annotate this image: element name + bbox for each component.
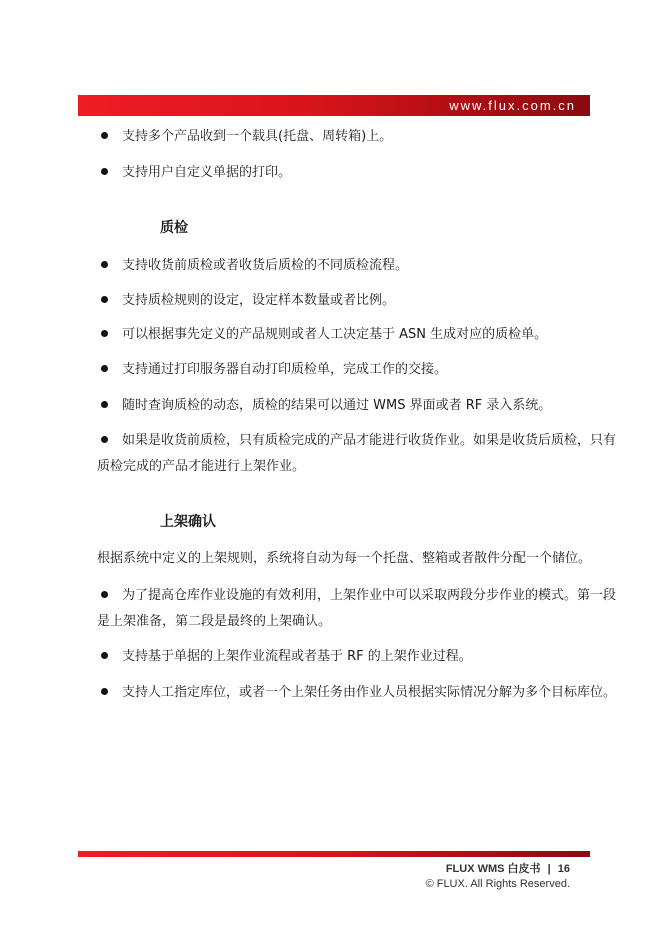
header-bar [78,95,590,116]
section-heading-qc: 质检 [160,220,188,236]
footer-separator: | [547,863,551,875]
footer-doc-title: FLUX WMS 白皮书 [445,863,541,875]
bullet-icon [101,261,108,268]
list-item: 支持通过打印服务器自动打印质检单，完成工作的交接。 [97,360,447,380]
header-url: www.flux.com.cn [449,98,576,113]
bullet-icon [101,401,108,408]
list-item: 为了提高仓库作业设施的有效利用，上架作业中可以采取两段分步作业的模式。第一段 [97,586,616,606]
list-item: 可以根据事先定义的产品规则或者人工决定基于 ASN 生成对应的质检单。 [97,325,547,345]
list-item: 如果是收货前质检，只有质检完成的产品才能进行收货作业。如果是收货后质检，只有 [97,431,616,451]
bullet-icon [101,652,108,659]
footer-bar [78,851,590,857]
footer-title [446,862,570,876]
bullet-icon [101,132,108,139]
bullet-icon [101,365,108,372]
list-item-continuation: 是上架准备，第二段是最终的上架确认。 [97,614,332,629]
list-item: 支持多个产品收到一个载具(托盘、周转箱)上。 [97,127,392,147]
bullet-icon [101,688,108,695]
list-item: 支持收货前质检或者收货后质检的不同质检流程。 [97,256,408,276]
bullet-icon [101,296,108,303]
list-item: 支持用户自定义单据的打印。 [97,163,291,183]
bullet-icon [101,330,108,337]
list-item-continuation: 质检完成的产品才能进行上架作业。 [97,459,306,474]
bullet-icon [101,591,108,598]
paragraph: 根据系统中定义的上架规则，系统将自动为每一个托盘、整箱或者散件分配一个储位。 [97,551,592,566]
list-item: 随时查询质检的动态，质检的结果可以通过 WMS 界面或者 RF 录入系统。 [97,396,551,416]
list-item: 支持质检规则的设定，设定样本数量或者比例。 [97,291,395,311]
section-heading-putaway: 上架确认 [160,514,216,530]
footer-copyright: © FLUX. All Rights Reserved. [425,878,570,890]
bullet-icon [101,436,108,443]
list-item: 支持基于单据的上架作业流程或者基于 RF 的上架作业过程。 [97,647,472,667]
page-number: 16 [557,863,570,875]
bullet-icon [101,168,108,175]
list-item: 支持人工指定库位，或者一个上架任务由作业人员根据实际情况分解为多个目标库位。 [97,683,616,703]
